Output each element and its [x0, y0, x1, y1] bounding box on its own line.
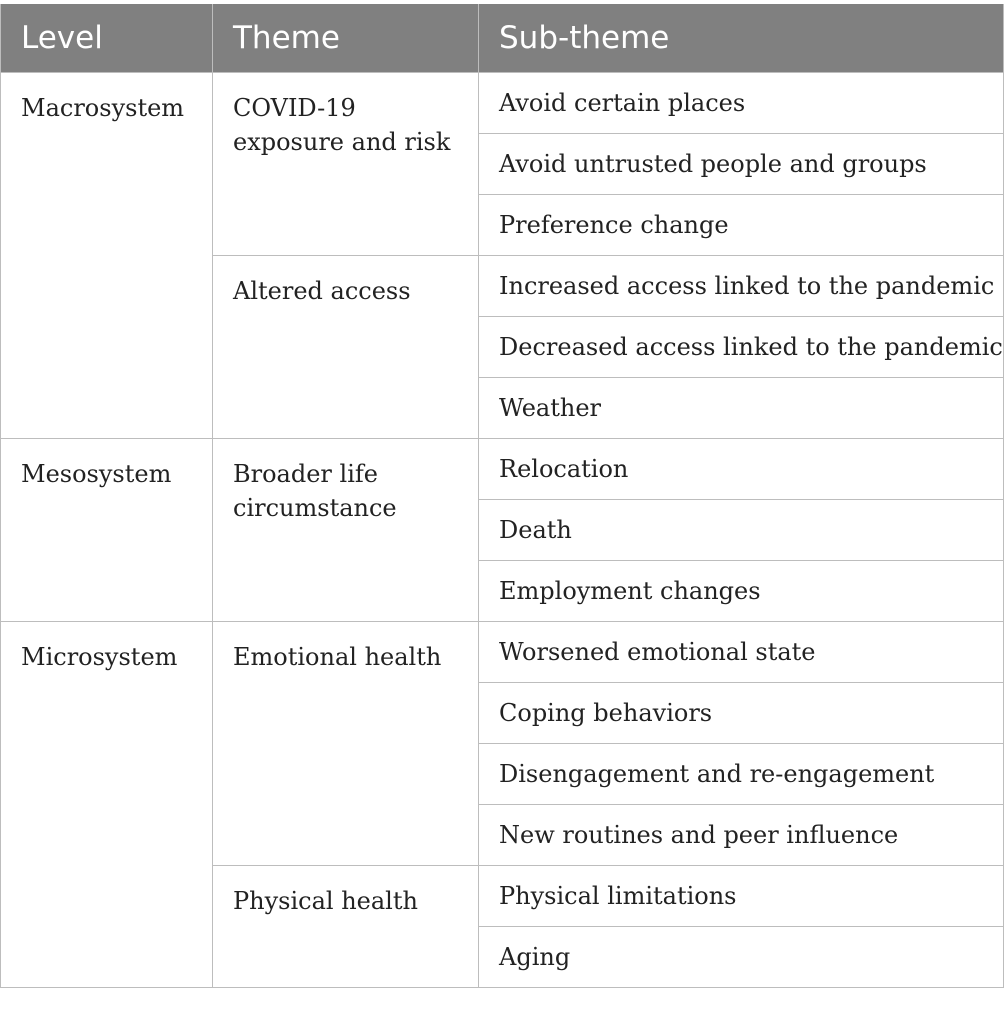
subtheme-cell: Coping behaviors [479, 682, 1004, 743]
themes-table [0, 4, 1004, 988]
subtheme-cell: Aging [479, 926, 1004, 987]
level-cell: Microsystem [1, 621, 213, 987]
subtheme-cell: Disengagement and re-engagement [479, 743, 1004, 804]
subtheme-cell: Preference change [479, 194, 1004, 255]
table-header [1, 4, 1004, 72]
theme-cell: COVID-19 exposure and risk [213, 72, 479, 255]
level-cell: Macrosystem [1, 72, 213, 438]
themes-table-container [0, 4, 1004, 988]
table-body [1, 72, 1004, 987]
subtheme-cell: Increased access linked to the pandemic [479, 255, 1004, 316]
level-cell: Mesosystem [1, 438, 213, 621]
subtheme-cell: Avoid certain places [479, 72, 1004, 133]
theme-cell: Broader life circumstance [213, 438, 479, 621]
subtheme-cell: Physical limitations [479, 865, 1004, 926]
subtheme-cell: Avoid untrusted people and groups [479, 133, 1004, 194]
subtheme-cell: Worsened emotional state [479, 621, 1004, 682]
subtheme-cell: Employment changes [479, 560, 1004, 621]
table-row [1, 438, 1004, 499]
subtheme-cell: Death [479, 499, 1004, 560]
table-row [1, 621, 1004, 682]
header-row [1, 4, 1004, 72]
subtheme-cell: Weather [479, 377, 1004, 438]
theme-cell: Physical health [213, 865, 479, 987]
header-level: Level [1, 4, 213, 72]
subtheme-cell: Decreased access linked to the pandemic [479, 316, 1004, 377]
theme-cell: Emotional health [213, 621, 479, 865]
theme-cell: Altered access [213, 255, 479, 438]
subtheme-cell: New routines and peer influence [479, 804, 1004, 865]
table-row [1, 72, 1004, 133]
header-subtheme: Sub-theme [479, 4, 1004, 72]
subtheme-cell: Relocation [479, 438, 1004, 499]
header-theme: Theme [213, 4, 479, 72]
